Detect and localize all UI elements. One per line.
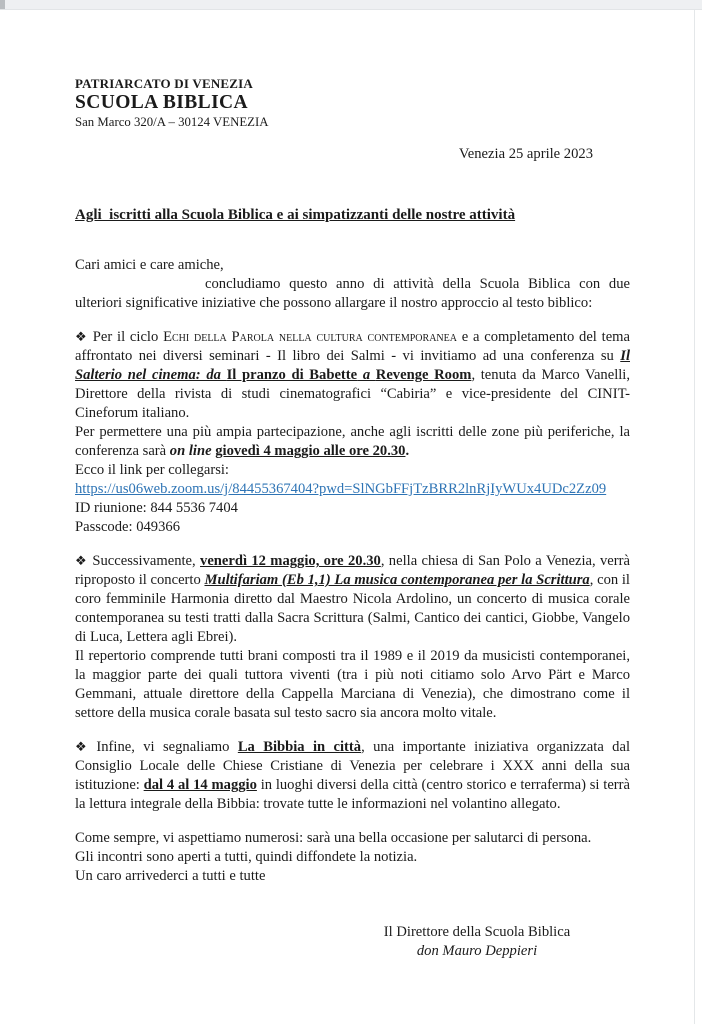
- signature-name: don Mauro Deppieri: [416, 943, 538, 959]
- letterhead-school-name: SCUOLA BIBLICA: [75, 92, 249, 113]
- diamond-bullet-icon: ❖: [75, 554, 88, 569]
- letterhead-organization: PATRIARCATO DI VENEZIA: [75, 76, 254, 91]
- item2-text: Successivamente,: [92, 553, 201, 569]
- item1-meeting-id: ID riunione: 844 5536 7404: [75, 500, 238, 516]
- item3-dates: dal 4 al 14 maggio: [143, 777, 257, 793]
- item3-text: Infine, vi segnaliamo: [96, 739, 238, 755]
- item1-cycle-title: Echi della Parola nella cultura contemporanea: [163, 329, 457, 345]
- item1-participation: [75, 423, 630, 461]
- item1-link-line: [75, 480, 630, 499]
- diamond-bullet-icon: ❖: [75, 330, 88, 345]
- letterhead-address: San Marco 320/A – 30124 VENEZIA: [75, 115, 269, 129]
- item1-sentence1: [75, 328, 630, 423]
- item1-link-intro: Ecco il link per collegarsi:: [75, 462, 229, 478]
- closing-line3: Un caro arrivederci a tutti e tutte: [75, 868, 266, 884]
- salutation: Cari amici e care amiche,: [75, 257, 224, 273]
- signature-role: Il Direttore della Scuola Biblica: [383, 924, 571, 940]
- item3-sentence: [75, 738, 630, 814]
- item1-text: , tenuta da Marco Vanelli, Direttore della rivista di studi cinematografici “Cabiria” e vice-presidente del CINIT-Cineforum italiano.: [75, 367, 631, 421]
- addressee-heading: Agli iscritti alla Scuola Biblica e ai simpatizzanti delle nostre attività: [75, 207, 516, 223]
- item1-conference-title-part4: Revenge Room: [375, 367, 472, 383]
- item3-paragraph: [75, 738, 630, 814]
- closing-line2: Gli incontri sono aperti a tutti, quindi diffondete la notizia.: [75, 849, 418, 865]
- scan-corner-notch: [0, 0, 5, 9]
- item1-passcode: Passcode: 049366: [75, 519, 180, 535]
- item1-paragraph: [75, 328, 630, 537]
- item1-conference-title-part2: Il pranzo di Babette: [226, 367, 358, 383]
- item1-text: e a completamento del tema affrontato nei diversi seminari - Il libro dei Salmi - vi invitiamo ad una conferenza su: [75, 329, 631, 364]
- date-line: Venezia 25 aprile 2023: [458, 146, 593, 162]
- intro-paragraph: concludiamo questo anno di attività della Scuola Biblica con due ulteriori significative iniziative che possono allargare il nostro approccio al testo biblico:: [75, 276, 630, 311]
- item2-paragraph: [75, 552, 630, 723]
- item3-event-title: La Bibbia in città: [237, 739, 362, 755]
- item1-text: Per il ciclo: [92, 329, 164, 345]
- item2-text: , nella chiesa di San Polo a Venezia, verrà riproposto il concerto: [75, 553, 630, 588]
- closing-line1: Come sempre, vi aspettiamo numerosi: sarà una bella occasione per salutarci di persona.: [75, 830, 592, 846]
- item1-conference-title-part1: Il Salterio nel cinema: da: [75, 348, 630, 383]
- letter-page: [75, 76, 630, 961]
- scan-top-strip: [0, 0, 702, 10]
- item2-repertoire: Il repertorio comprende tutti brani composti tra il 1989 e il 2019 da musicisti contemporanei, la maggior parte dei quali tuttora viventi (tra i più noti citiamo solo Arvo Pärt e Marco Gemmani, attuale direttore della Cappella Marciana di Venezia), che dimostrano come il settore della musica corale basata sul testo sacro sia ancora molto vitale.: [75, 648, 630, 721]
- diamond-bullet-icon: ❖: [75, 740, 92, 755]
- signature-block: [352, 923, 602, 961]
- closing-block: [75, 829, 630, 886]
- item2-concert-title: Multifariam (Eb 1,1) La musica contemporanea per la Scrittura: [204, 572, 590, 588]
- item3-text: in luoghi diversi della città (centro storico e terraferma) si terrà la lettura integrale della Bibbia: trovate tutte le informazioni nel volantino allegato.: [75, 777, 630, 812]
- item1-conference-title-part3: a: [357, 367, 376, 383]
- item2-text: , con il coro femminile Harmonia diretto dal Maestro Nicola Ardolino, un concerto di musica corale contemporanea su testi tratti dalla Sacra Scrittura (Salmi, Cantico dei cantici, Giobbe, Vangelo di Luca, Lettera agli Ebrei).: [75, 572, 630, 645]
- zoom-meeting-link[interactable]: https://us06web.zoom.us/j/84455367404?pwd=SlNGbFFjTzBRR2lnRjIyWUx4UDc2Zz09: [75, 481, 607, 497]
- item3-text: , una importante iniziativa organizzata dal Consiglio Locale delle Chiese Cristiane di Venezia per celebrare i XXX anni della sua istituzione:: [75, 739, 630, 793]
- item1-datetime: giovedì 4 maggio alle ore 20.30: [215, 443, 406, 459]
- item1-text: Per permettere una più ampia partecipazione, anche agli iscritti delle zone più periferiche, la conferenza sarà: [75, 424, 630, 459]
- item2-sentence1: [75, 552, 630, 647]
- scan-right-edge-line: [694, 10, 695, 1024]
- item2-datetime: venerdì 12 maggio, ore 20.30: [200, 553, 381, 569]
- item1-period: .: [405, 443, 410, 459]
- item1-online-label: on line: [169, 443, 212, 459]
